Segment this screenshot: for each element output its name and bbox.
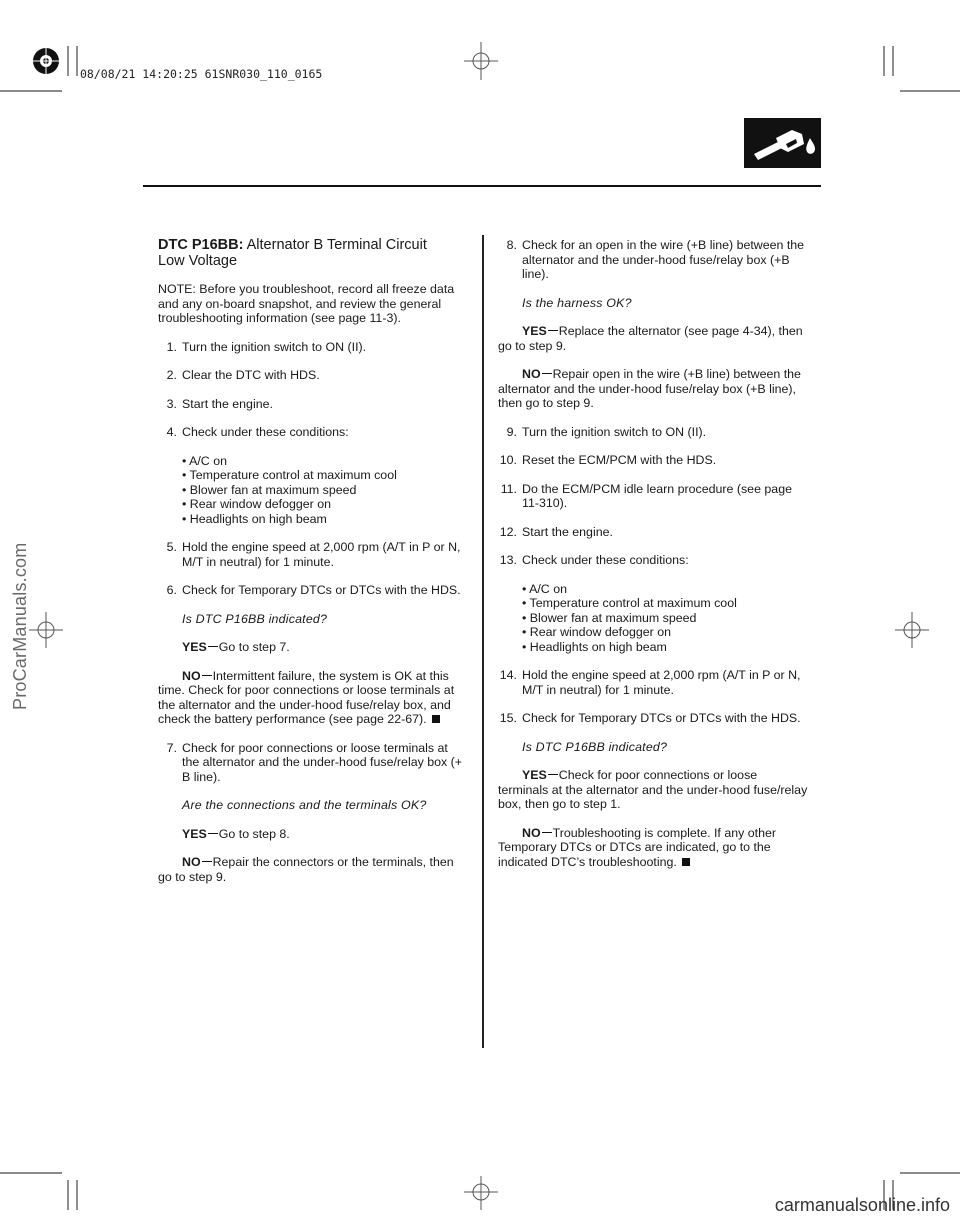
- step-6: 6. Check for Temporary DTCs or DTCs with the HDS.: [166, 583, 461, 597]
- step-7-question: Are the connections and the terminals OK?: [182, 798, 427, 812]
- step-8-yes: YES Replace the alternator (see page 4-34), then go to step 9.: [498, 324, 803, 353]
- step-7: 7. Check for poor connections or loose terminals at the alternator and the under-hood fuse/relay box (+B line).: [166, 740, 463, 784]
- step-15-yes: YES Check for poor connections or loose terminals at the alternator and the under-hood fuse/relay box, then go to step 1.: [498, 768, 808, 811]
- step-6-question: Is DTC P16BB indicated?: [182, 611, 328, 626]
- step-8: 8. Check for an open in the wire (+B line) between the alternator and the under-hood fuse/relay box (+B line).: [506, 238, 805, 281]
- list-item: • Rear window defogger on: [522, 625, 671, 639]
- page-title: DTC P16BB: Alternator B Terminal Circuit: [158, 237, 427, 253]
- step-10: 10. Reset the ECM/PCM with the HDS.: [499, 453, 717, 467]
- end-mark-icon: [432, 715, 440, 723]
- crosshair-icon: [464, 1176, 498, 1210]
- list-item: • Blower fan at maximum speed: [522, 610, 697, 625]
- step-2: 2. Clear the DTC with HDS.: [166, 368, 320, 382]
- crosshair-icon: [29, 612, 63, 648]
- column-divider: [482, 235, 484, 1048]
- list-item: • Rear window defogger on: [182, 497, 331, 511]
- condition-list: [158, 454, 468, 527]
- registration-target-icon: [30, 45, 62, 77]
- end-mark-icon: [682, 858, 690, 866]
- fuel-nozzle-icon: [744, 118, 821, 168]
- list-item: • Headlights on high beam: [522, 639, 667, 654]
- fuel-section-badge: [744, 118, 821, 168]
- bottom-watermark: carmanualsonline.info: [774, 1195, 950, 1215]
- step-15-question: Is DTC P16BB indicated?: [522, 739, 668, 754]
- list-item: • Temperature control at maximum cool: [182, 468, 397, 482]
- step-6-no: NO Intermittent failure, the system is OK at this time. Check for poor connections or loose terminals at the alternator and the under-hood fuse/relay box, and check the battery performance (see page 22-67).: [158, 668, 455, 726]
- list-item: • A/C on: [182, 453, 227, 468]
- list-item: • Headlights on high beam: [182, 511, 327, 526]
- step-4: 4. Check under these conditions:: [166, 425, 349, 439]
- condition-list: [498, 582, 808, 655]
- step-1: 1. Turn the ignition switch to ON (II).: [166, 339, 367, 354]
- list-item: • Temperature control at maximum cool: [522, 596, 737, 610]
- step-14: 14. Hold the engine speed at 2,000 rpm (A/T in P or N, M/T in neutral) for 1 minute.: [499, 668, 801, 697]
- step-6-yes: YES Go to step 7.: [182, 640, 290, 654]
- step-12: 12. Start the engine.: [499, 524, 613, 539]
- step-8-no: NO Repair open in the wire (+B line) between the alternator and the under-hood fuse/relay box (+B line), then go to step 9.: [498, 367, 801, 410]
- left-column: [158, 237, 468, 884]
- list-item: • A/C on: [522, 581, 567, 596]
- step-3: 3. Start the engine.: [166, 396, 273, 411]
- step-9: 9. Turn the ignition switch to ON (II).: [506, 424, 707, 439]
- step-7-no: NO Repair the connectors or the terminals, then go to step 9.: [158, 855, 454, 884]
- step-8-question: Is the harness OK?: [522, 295, 632, 310]
- step-13: 13. Check under these conditions:: [499, 553, 689, 567]
- header-rule: [143, 185, 821, 187]
- page-title-line-2: Low Voltage: [158, 253, 238, 269]
- step-15: 15. Check for Temporary DTCs or DTCs with the HDS.: [499, 711, 801, 725]
- dtc-code: DTC P16BB:: [158, 237, 244, 253]
- step-5: 5. Hold the engine speed at 2,000 rpm (A/T in P or N, M/T in neutral) for 1 minute.: [166, 540, 461, 569]
- step-11: 11. Do the ECM/PCM idle learn procedure (see page 11-310).: [500, 481, 792, 510]
- crosshair-icon: [464, 42, 498, 80]
- crosshair-icon: [895, 612, 929, 648]
- troubleshooting-note: NOTE: Before you troubleshoot, record all freeze data and any on-board snapshot, and review the general troubleshooting information (see page 11-3).: [158, 282, 455, 325]
- step-7-yes: YES Go to step 8.: [182, 826, 290, 841]
- list-item: • Blower fan at maximum speed: [182, 482, 357, 497]
- right-column: [498, 238, 808, 869]
- side-watermark: ProCarManuals.com: [10, 542, 30, 710]
- print-timestamp: 08/08/21 14:20:25 61SNR030_110_0165: [80, 67, 323, 81]
- step-15-no: NO Troubleshooting is complete. If any other Temporary DTCs or DTCs are indicated, go to the indicated DTC’s troubleshooting.: [498, 825, 776, 869]
